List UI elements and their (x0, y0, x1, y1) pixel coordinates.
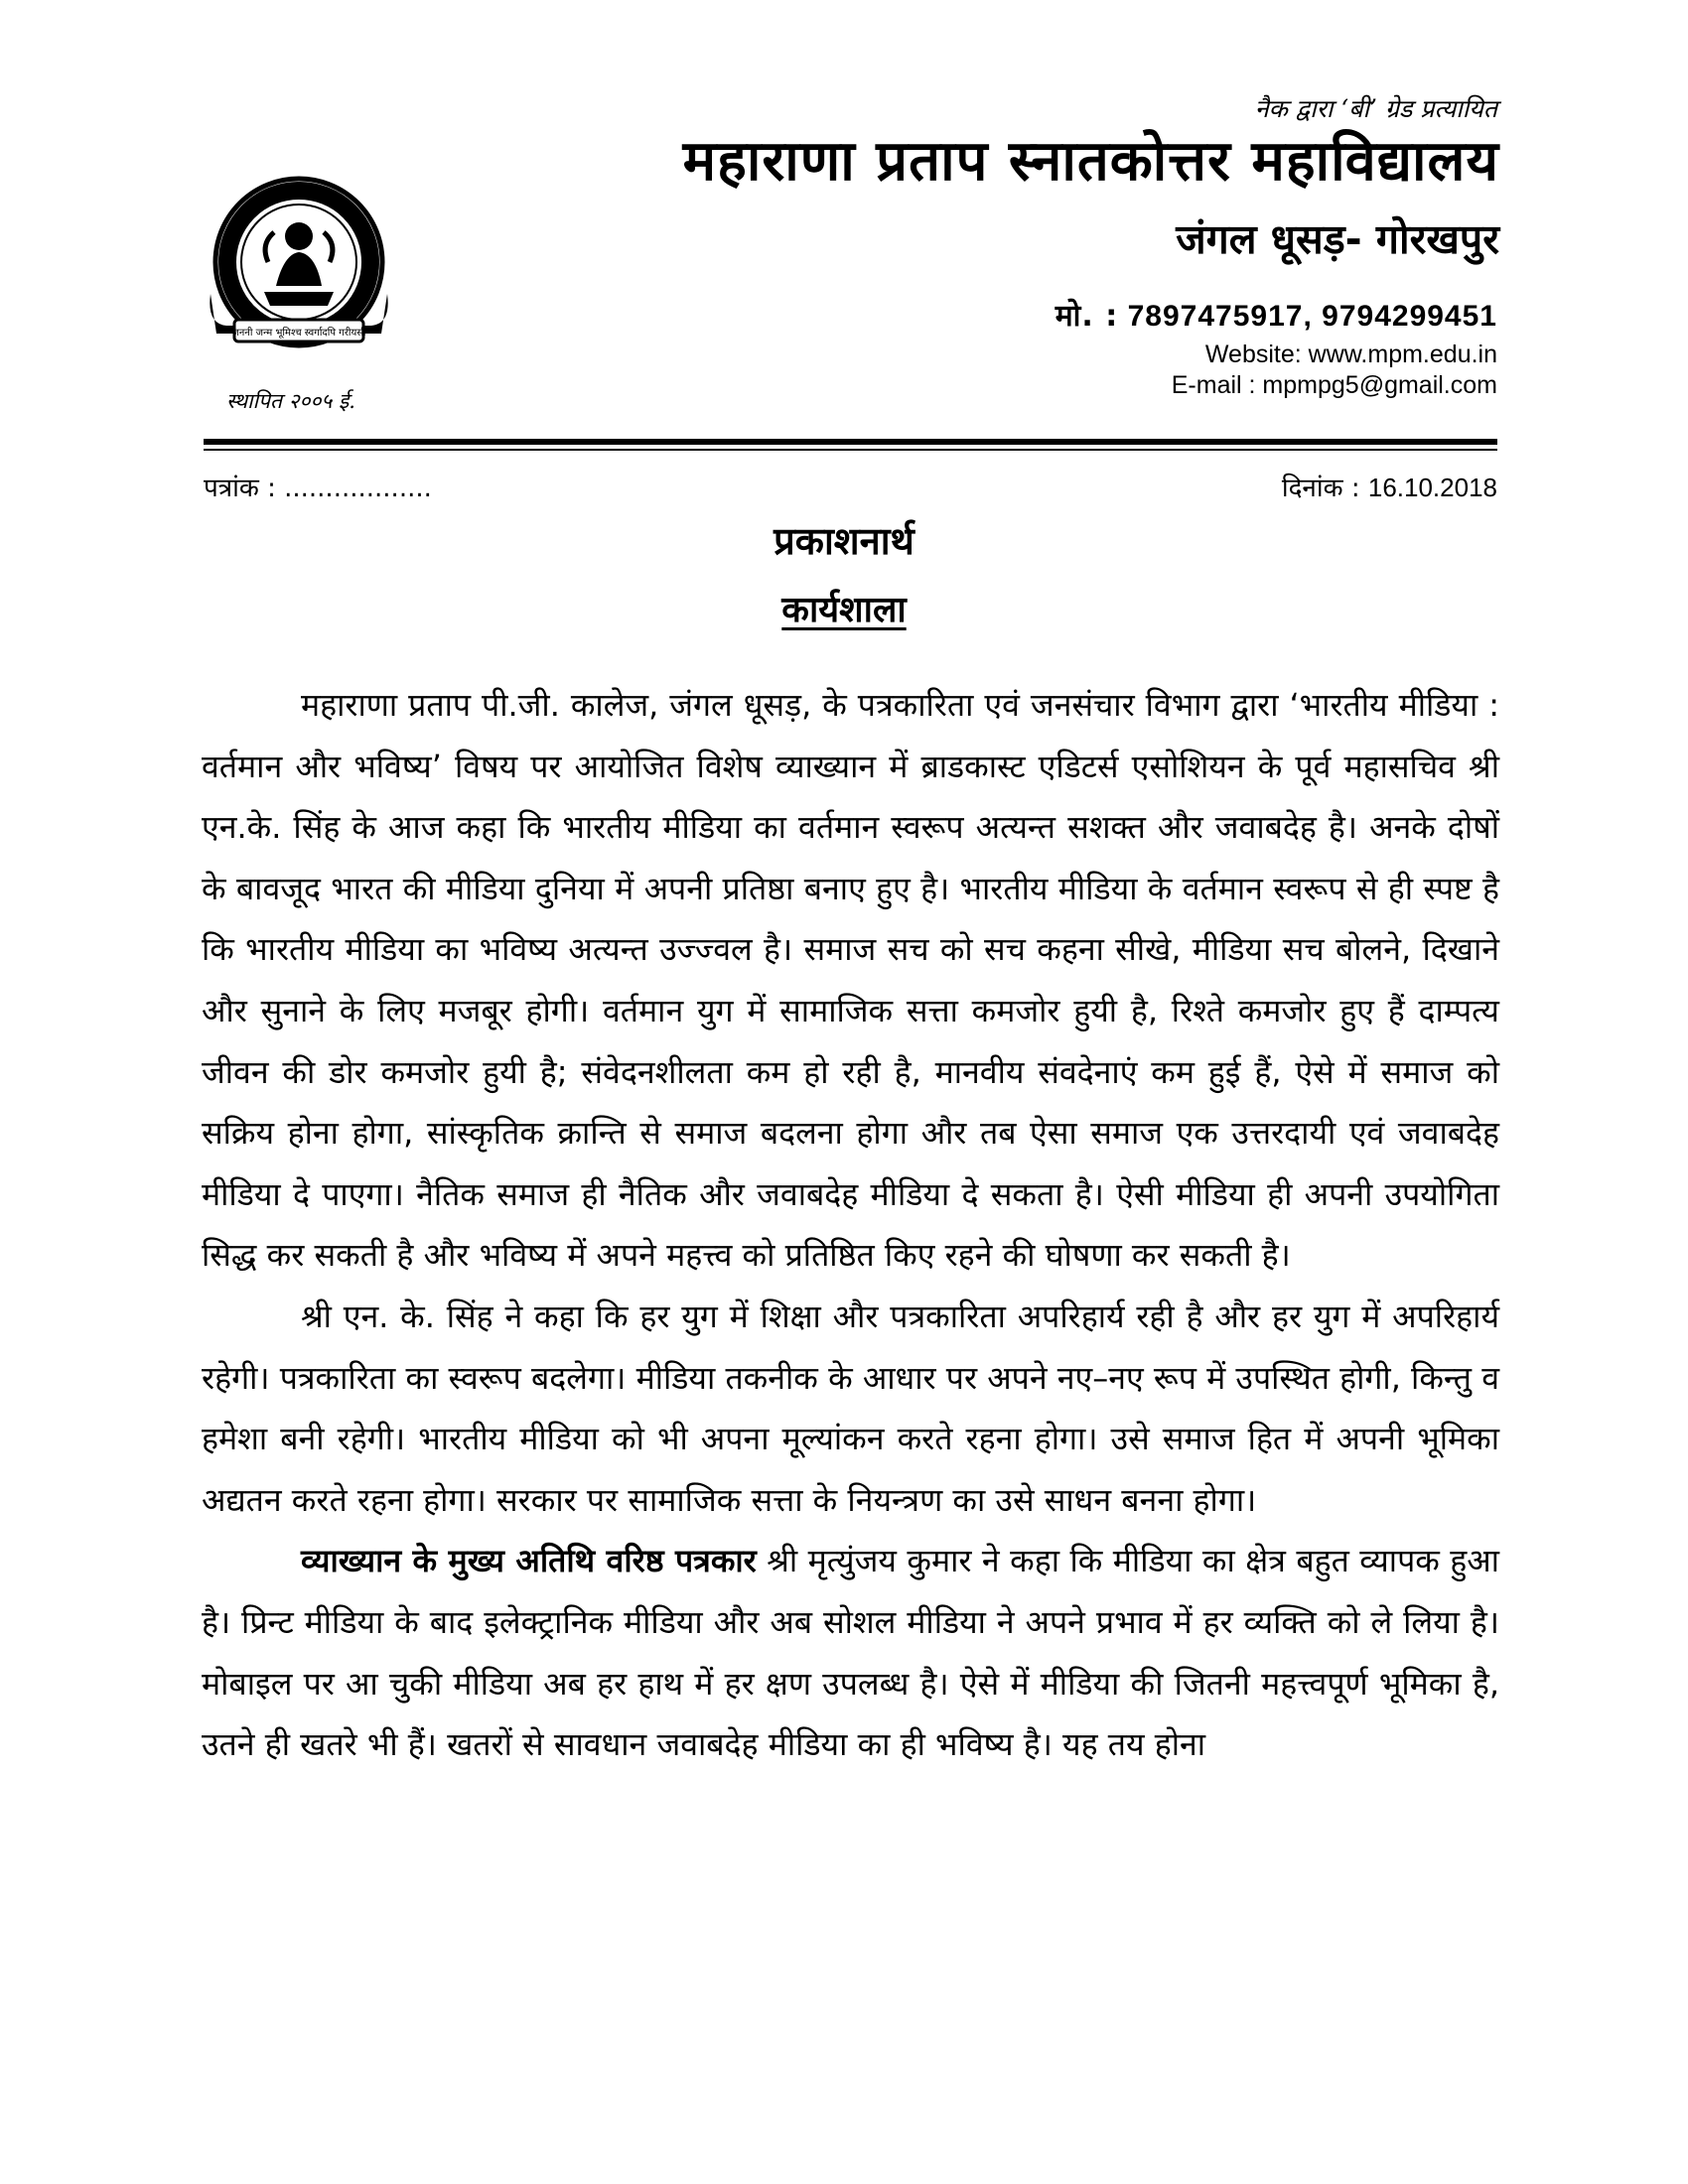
website: Website: www.mpm.edu.in (1204, 341, 1497, 368)
phone-numbers: 7897475917, 9794299451 (1127, 300, 1497, 333)
college-name: महाराणा प्रताप स्नातकोत्तर महाविद्यालय (682, 129, 1499, 194)
header-divider-thick (204, 439, 1497, 445)
college-location: जंगल धूसड़- गोरखपुर (1176, 215, 1499, 263)
phone-label: मो. : (1055, 299, 1119, 334)
paragraph-3-text: श्री मृत्युंजय कुमार ने कहा कि मीडिया का क्षेत्र बहुत व्यापक हुआ है। प्रिन्ट मीडिया के बाद इलेक्ट्रानिक मीडिया और अब सोशल मीडिया ने अपने प्रभाव में हर व्यक्ति को ले लिया है। मोबाइल पर आ चुकी मीडिया अब हर हाथ में हर क्षण उपलब्ध है। ऐसे में मीडिया की जितनी महत्त्वपूर्ण भूमिका है, उतने ही खतरे भी हैं। खतरों से सावधान जवाबदेह मीडिया का ही भविष्य है। यह तय होना (202, 1542, 1499, 1764)
chief-guest-label: व्याख्यान के मुख्य अतिथि वरिष्ठ पत्रकार (301, 1542, 757, 1580)
email: E-mail : mpmpg5@gmail.com (1171, 371, 1497, 399)
document-heading: प्रकाशनार्थ (774, 519, 914, 563)
established-year: स्थापित २००५ ई. (226, 389, 355, 413)
reference-number: पत्रांक : .................. (204, 474, 432, 503)
date-value: 16.10.2018 (1367, 473, 1497, 502)
paragraph-3 (202, 1531, 1499, 1775)
phone-line (1055, 294, 1497, 335)
accreditation-note: नैक द्वारा ‘बी’ ग्रेड प्रत्यायित (1254, 94, 1497, 123)
document-subheading (0, 584, 1688, 632)
seal-motto: जननी जन्म भूमिश्च स्वर्गादपि गरीयसी (231, 328, 366, 339)
date-line (1282, 469, 1497, 504)
subheading-text: कार्यशाला (781, 590, 907, 630)
paragraph-1: महाराणा प्रताप पी.जी. कालेज, जंगल धूसड़, के पत्रकारिता एवं जनसंचार विभाग द्वारा ‘भारतीय मीडिया : वर्तमान और भविष्य’ विषय पर आयोजित विशेष व्याख्यान में ब्राडकास्ट एडिटर्स एसोशियन के पूर्व महासचिव श्री एन.के. सिंह के आज कहा कि भारतीय मीडिया का वर्तमान स्वरूप अत्यन्त सशक्त और जवाबदेह है। अनके दोषों के बावजूद भारत की मीडिया दुनिया में अपनी प्रतिष्ठा बनाए हुए है। भारतीय मीडिया के वर्तमान स्वरूप से ही स्पष्ट है कि भारतीय मीडिया का भविष्य अत्यन्त उज्ज्वल है। समाज सच को सच कहना सीखे, मीडिया सच बोलने, दिखाने और सुनाने के लिए मजबूर होगी। वर्तमान युग में सामाजिक सत्ता कमजोर हुयी है, रिश्ते कमजोर हुए हैं दाम्पत्य जीवन की डोर कमजोर हुयी है; संवेदनशीलता कम हो रही है, मानवीय संवदेनाएं कम हुई हैं, ऐसे में समाज को सक्रिय होना होगा, सांस्कृतिक क्रान्ति से समाज बदलना होगा और तब ऐसा समाज एक उत्तरदायी एवं जवाबदेह मीडिया दे पाएगा। नैतिक समाज ही नैतिक और जवाबदेह मीडिया दे सकता है। ऐसी मीडिया ही अपनी उपयोगिता सिद्ध कर सकती है और भविष्य में अपने महत्त्व को प्रतिष्ठित किए रहने की घोषणा कर सकती है। (202, 686, 1499, 1275)
college-seal-icon (205, 175, 393, 358)
header-divider-thin (204, 449, 1497, 451)
press-release-body (202, 675, 1499, 1776)
date-label: दिनांक : (1281, 474, 1360, 503)
paragraph-2: श्री एन. के. सिंह ने कहा कि हर युग में शिक्षा और पत्रकारिता अपरिहार्य रही है और हर युग में अपरिहार्य रहेगी। पत्रकारिता का स्वरूप बदलेगा। मीडिया तकनीक के आधार पर अपने नए–नए रूप में उपस्थित होगी, किन्तु व हमेशा बनी रहेगी। भारतीय मीडिया को भी अपना मूल्यांकन करते रहना होगा। उसे समाज हित में अपनी भूमिका अद्यतन करते रहना होगा। सरकार पर सामाजिक सत्ता के नियन्त्रण का उसे साधन बनना होगा। (202, 1297, 1499, 1519)
